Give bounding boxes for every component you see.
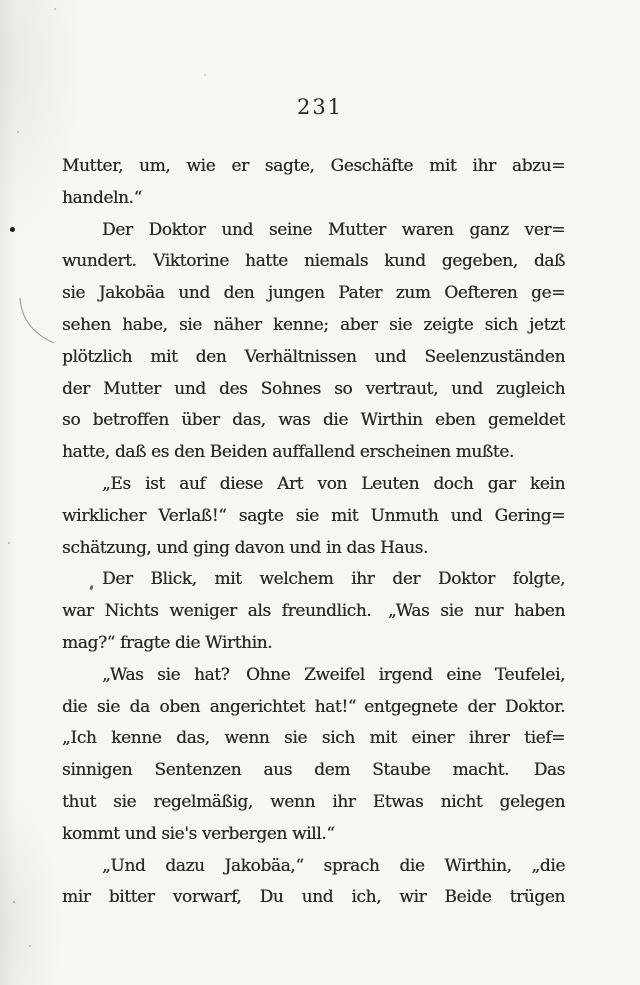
text-line: sie Jakobäa und den jungen Pater zum Oefteren ge= [62,283,565,304]
text-line: mir bitter vorwarf, Du und ich, wir Beide trügen [62,887,565,908]
text-line: handeln.“ [62,187,142,208]
text-line: thut sie regelmäßig, wenn ihr Etwas nicht gelegen [62,791,565,812]
text-line: die sie da oben angerichtet hat!“ entgegnete der Doktor. [62,696,565,717]
text-line: so betroffen über das, was die Wirthin eben gemeldet [62,410,565,431]
ink-dot-artifact [10,227,15,232]
text-line: sehen habe, sie näher kenne; aber sie zeigte sich jetzt [62,314,565,335]
text-line: kommt und sie's verbergen will.“ [62,823,335,844]
text-line: schätzung, und ging davon und in das Haus. [62,537,429,558]
text-line: hatte, daß es den Beiden auffallend erscheinen mußte. [62,442,514,463]
text-line: der Mutter und des Sohnes so vertraut, und zugleich [62,378,565,399]
text-line: war Nichts weniger als freundlich. „Was sie nur haben [62,601,565,622]
text-line: plötzlich mit den Verhältnissen und Seelenzuständen [62,346,565,367]
text-line: sinnigen Sentenzen aus dem Staube macht. Das [62,760,565,781]
page-text-block [62,151,565,914]
page-number: 231 [296,95,344,119]
text-line: mag?“ fragte die Wirthin. [62,632,273,653]
text-line: „Es ist auf diese Art von Leuten doch gar kein [102,473,565,494]
text-line: „Ich kenne das, wenn sie sich mit einer ihrer tief= [62,728,565,749]
scratch-artifact [18,295,58,347]
text-line: „Was sie hat? Ohne Zweifel irgend eine Teufelei, [102,664,565,685]
text-line: „Und dazu Jakobäa,“ sprach die Wirthin, „die [102,855,565,876]
text-line: wirklicher Verlaß!“ sagte sie mit Unmuth und Gering= [62,505,565,526]
text-line: Der Doktor und seine Mutter waren ganz ver= [102,219,565,240]
text-line: wundert. Viktorine hatte niemals kund gegeben, daß [62,251,565,272]
text-line: Der Blick, mit welchem ihr der Doktor folgte, [102,569,565,590]
text-line: Mutter, um, wie er sagte, Geschäfte mit ihr abzu= [62,156,565,176]
